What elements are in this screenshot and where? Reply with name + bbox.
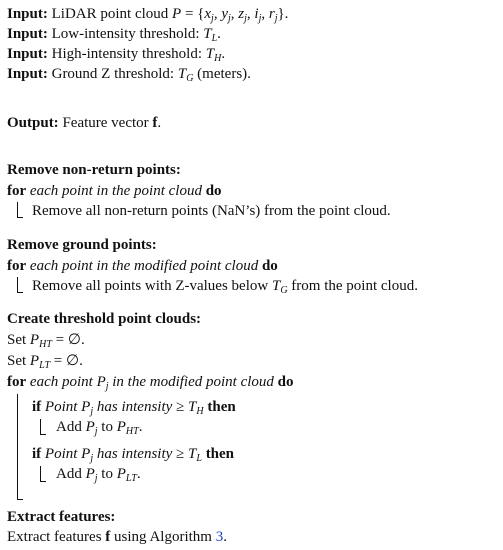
loop-body-2 <box>32 276 418 296</box>
add-to-pht: Add $P_j$ to $P_{HT}$. <box>56 419 143 437</box>
if-keyword: if <box>32 446 42 462</box>
sub-ht: HT <box>39 339 52 350</box>
add-keyword: Add <box>56 466 82 482</box>
heading-create-threshold: Create threshold point clouds: <box>7 311 202 327</box>
equals: = <box>51 332 68 348</box>
to-keyword: to <box>101 419 113 435</box>
symbol-t: T <box>188 399 197 415</box>
set-pht: Set $P_{HT}$ = ∅. <box>7 332 85 350</box>
for-loop-1 <box>7 181 222 201</box>
symbol-p: P <box>116 419 126 435</box>
sub-j: j <box>258 13 262 24</box>
heading-remove-ground: Remove ground points: <box>7 237 157 253</box>
input-point-cloud <box>7 4 288 24</box>
symbol-p: P <box>96 374 106 390</box>
loop-bar-foot <box>17 292 23 293</box>
input-keyword: Input: <box>7 6 48 22</box>
if-bar <box>40 466 41 482</box>
sub-j: j <box>274 13 278 24</box>
for-keyword: for <box>7 374 27 390</box>
symbol-p: P <box>81 399 91 415</box>
equals: = <box>50 353 66 369</box>
symbol-p: P <box>81 446 91 462</box>
sub-lt: LT <box>125 473 137 484</box>
input-text: Ground Z threshold: <box>51 66 178 82</box>
brace-close: }. <box>277 6 289 22</box>
symbol-r: r <box>268 6 275 22</box>
extract-features-line <box>7 527 227 547</box>
input-keyword: Input: <box>7 26 48 42</box>
if-condition: Point <box>44 399 82 415</box>
comma: , <box>246 6 255 22</box>
add-keyword: Add <box>56 419 82 435</box>
sub-g: G <box>186 73 194 84</box>
if-high-intensity <box>32 397 236 417</box>
loop-bar <box>17 277 18 293</box>
empty-set: ∅ <box>66 353 80 369</box>
symbol-p: P <box>85 419 95 435</box>
sub-j: j <box>94 426 98 437</box>
symbol-p: P <box>29 332 40 348</box>
if-condition: has intensity ≥ <box>93 446 189 462</box>
do-keyword: do <box>261 258 278 274</box>
output-text: Feature vector <box>62 115 153 131</box>
sub-j: j <box>228 13 231 24</box>
symbol-t: T <box>271 278 281 294</box>
for-keyword: for <box>7 183 27 199</box>
sub-j: j <box>90 406 94 417</box>
input-low-threshold: Input: Low-intensity threshold: $T_L$. <box>7 26 221 44</box>
if-low-intensity <box>32 444 234 464</box>
sub-ht: HT <box>125 426 139 437</box>
body-text: Extract features <box>7 529 106 545</box>
input-high-threshold: Input: High-intensity threshold: $T_H$. <box>7 46 226 64</box>
symbol-p: P <box>116 466 126 482</box>
symbol-f: f <box>105 529 111 545</box>
for-condition: each point in the point cloud <box>29 183 202 199</box>
set-keyword: Set <box>7 353 27 369</box>
set-keyword: Set <box>7 332 27 348</box>
comma: , <box>213 6 222 22</box>
sub-j: j <box>105 381 109 392</box>
body-text: . <box>223 529 227 545</box>
symbol-x: x <box>204 6 212 22</box>
symbol-t: T <box>205 46 215 62</box>
loop-bar <box>17 394 18 500</box>
input-text: High-intensity threshold: <box>51 46 206 62</box>
for-loop-3 <box>7 372 294 392</box>
to-keyword: to <box>101 466 113 482</box>
comma: , <box>261 6 269 22</box>
input-tail: (meters). <box>193 66 251 82</box>
algorithm-reference-link[interactable]: 3 <box>215 529 224 545</box>
symbol-i: i <box>254 6 259 22</box>
if-bar-foot <box>40 434 46 435</box>
input-text: LiDAR point cloud <box>51 6 173 22</box>
do-keyword: do <box>277 374 294 390</box>
loop-bar <box>17 202 18 218</box>
empty-set: ∅ <box>67 332 81 348</box>
for-condition: in the modified point cloud <box>108 374 274 390</box>
body-text: Remove all points with Z-values below <box>32 278 272 294</box>
if-keyword: if <box>32 399 42 415</box>
sub-j: j <box>211 13 214 24</box>
equals: = <box>181 6 198 22</box>
body-text: from the point cloud. <box>287 278 418 294</box>
if-condition: has intensity ≥ <box>93 399 189 415</box>
if-condition: Point <box>44 446 82 462</box>
output-line <box>7 113 161 133</box>
heading-extract-features: Extract features: <box>7 509 116 525</box>
heading-remove-non-return: Remove non-return points: <box>7 162 181 178</box>
if-bar <box>40 419 41 435</box>
symbol-p: P <box>85 466 95 482</box>
for-condition: each point in the modified point cloud <box>29 258 259 274</box>
then-keyword: then <box>205 446 235 462</box>
sub-l: L <box>211 33 218 44</box>
sub-g: G <box>280 285 288 296</box>
input-ground-threshold <box>7 64 251 84</box>
loop-body-1: Remove all non-return points (NaN’s) from the point cloud. <box>32 203 391 219</box>
if-bar-foot <box>40 481 46 482</box>
sub-lt: LT <box>39 360 51 371</box>
comma: , <box>230 6 239 22</box>
sub-l: L <box>196 453 202 464</box>
for-condition: each point <box>29 374 97 390</box>
output-keyword: Output: <box>7 115 59 131</box>
body-text: using Algorithm <box>110 529 216 545</box>
then-keyword: then <box>207 399 236 415</box>
symbol-f: f <box>152 115 158 131</box>
symbol-z: z <box>238 6 245 22</box>
do-keyword: do <box>205 183 222 199</box>
symbol-p: P <box>29 353 40 369</box>
symbol-p: P <box>172 6 182 22</box>
sub-j: j <box>90 453 94 464</box>
symbol-t: T <box>203 26 212 42</box>
input-keyword: Input: <box>7 66 48 82</box>
symbol-y: y <box>221 6 228 22</box>
symbol-t: T <box>188 446 197 462</box>
symbol-t: T <box>177 66 187 82</box>
output-tail: . <box>157 115 162 131</box>
input-keyword: Input: <box>7 46 48 62</box>
add-to-plt: Add $P_j$ to $P_{LT}$. <box>56 466 141 484</box>
sub-h: H <box>196 406 204 417</box>
loop-bar-foot <box>17 217 23 218</box>
for-keyword: for <box>7 258 27 274</box>
sub-j: j <box>244 13 247 24</box>
input-text: Low-intensity threshold: <box>51 26 204 42</box>
for-loop-2 <box>7 256 278 276</box>
sub-h: H <box>214 53 222 64</box>
set-plt: Set $P_{LT}$ = ∅. <box>7 353 83 371</box>
sub-j: j <box>94 473 98 484</box>
loop-bar-foot <box>17 499 23 500</box>
brace-open: { <box>197 6 205 22</box>
